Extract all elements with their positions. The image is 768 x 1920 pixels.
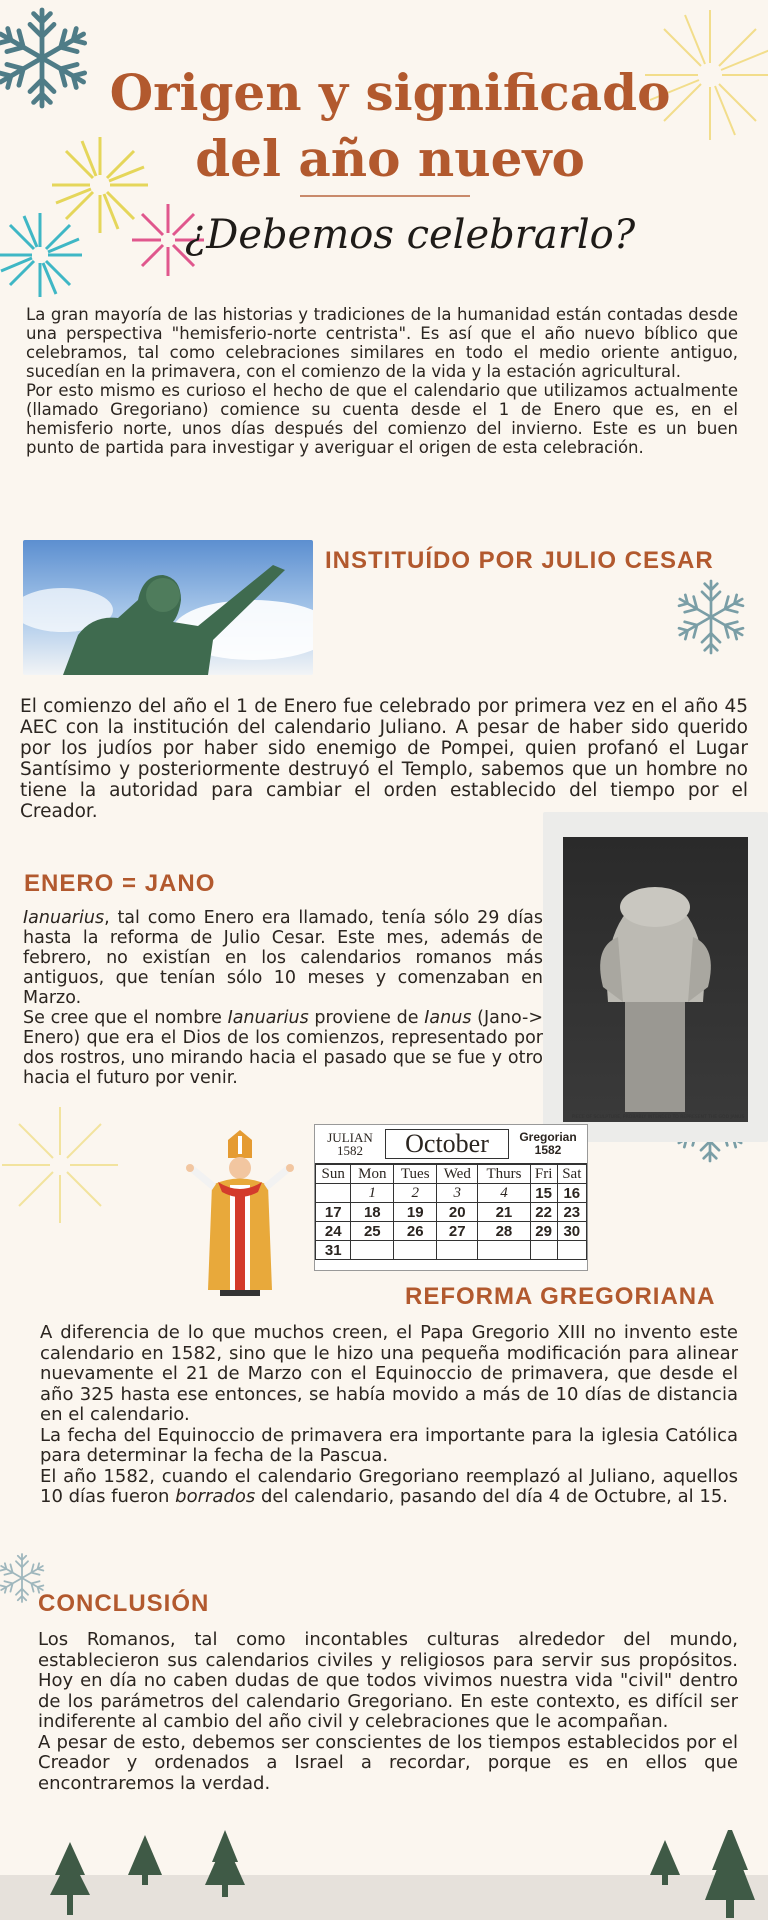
section-heading-conclusion: CONCLUSIÓN — [38, 1590, 210, 1617]
text-run: El año 1582, cuando el calendario Gregoriano reemplazó al Juliano, aquellos 10 días fueron — [40, 1465, 738, 1507]
day-cell: 27 — [437, 1222, 478, 1241]
day-cell — [557, 1241, 586, 1260]
day-cell — [530, 1241, 557, 1260]
calendar-week-row — [316, 1222, 587, 1241]
paragraph: A diferencia de lo que muchos creen, el Papa Gregorio XIII no invento este calendario en 1582, sino que le hizo una pequeña modificación para alinear nuevamente el 21 de Marzo con el Equinoccio de primavera, que desde el año 325 hasta ese entonces, se había movido a más de 10 días de distancia en el calendario. — [40, 1322, 738, 1425]
day-name: Sat — [557, 1165, 586, 1184]
day-cell: 4 — [478, 1184, 530, 1203]
calendar-left-label: JULIAN — [327, 1130, 373, 1145]
title-line: del año nuevo — [195, 129, 585, 188]
paragraph: El comienzo del año el 1 de Enero fue celebrado por primera vez en el año 45 AEC con la institución del calendario Juliano. A pesar de haber sido querido por los judíos por haber sido enemigo de Pompei, quien profanó el Lugar Santísimo y posteriormente destruyó el Templo, sabemos que un hombre no tiene la autoridad para cambiar el orden establecido del tiempo por el Creador. — [20, 696, 748, 822]
page-title — [90, 60, 690, 192]
paragraph: A pesar de esto, debemos ser conscientes de los tiempos establecidos por el Creador y ordenados a Israel a recordar, porque es en ellos que encontraremos la verdad. — [38, 1731, 738, 1794]
pope-illustration — [180, 1130, 300, 1320]
day-name: Mon — [351, 1165, 394, 1184]
day-cell: 21 — [478, 1203, 530, 1222]
calendar-left-year: 1582 — [337, 1143, 363, 1158]
emphasis: borrados — [175, 1486, 256, 1507]
day-cell: 26 — [394, 1222, 437, 1241]
day-cell: 2 — [394, 1184, 437, 1203]
title-line: Origen y significado — [109, 63, 671, 122]
text-run: proviene de — [308, 1008, 425, 1028]
firework-icon — [0, 213, 82, 297]
day-cell — [437, 1241, 478, 1260]
text-run: del calendario, pasando del día 4 de Octubre, al 15. — [255, 1486, 729, 1507]
photo-caption: PIECE OF SCULPTURE, PROBABLY INTENDED TO REPRESENT THE GOD JANUS — [571, 1115, 745, 1120]
intro-text — [26, 305, 738, 457]
reforma-text — [40, 1323, 738, 1508]
jano-text — [23, 908, 543, 1088]
text-run: (Jano-> Enero) que era el Dios de los comienzos, representado por dos rostros, uno mirando hacia el pasado que se fue y otro hacia el futuro por venir. — [23, 1008, 543, 1088]
janus-photo-frame — [563, 837, 748, 1122]
calendar-week-row — [316, 1241, 587, 1260]
day-name: Thurs — [478, 1165, 530, 1184]
paragraph: La fecha del Equinoccio de primavera era importante para la iglesia Católica para determinar la fecha de la Pascua. — [40, 1424, 738, 1466]
day-cell: 20 — [437, 1203, 478, 1222]
day-cell: 29 — [530, 1222, 557, 1241]
section-heading-julio: INSTITUÍDO POR JULIO CESAR — [325, 547, 714, 574]
day-cell: 19 — [394, 1203, 437, 1222]
day-cell: 25 — [351, 1222, 394, 1241]
paragraph — [40, 1467, 738, 1508]
tree-icon — [128, 1835, 162, 1885]
day-name: Fri — [530, 1165, 557, 1184]
day-name: Tues — [394, 1165, 437, 1184]
calendar-header-row — [316, 1165, 587, 1184]
calendar-week-row — [316, 1203, 587, 1222]
latin-term: Ianuarius — [23, 908, 105, 928]
text-run: Se cree que el nombre — [23, 1008, 228, 1028]
calendar-gregorian-label — [509, 1131, 587, 1157]
day-cell: 31 — [316, 1241, 351, 1260]
section-heading-jano: ENERO = JANO — [24, 870, 216, 897]
calendar-right-label: Gregorian — [519, 1130, 577, 1144]
day-cell: 15 — [530, 1184, 557, 1203]
snowflake-icon — [0, 10, 90, 106]
paragraph: Por esto mismo es curioso el hecho de que el calendario que utilizamos actualmente (llamado Gregoriano) comience su cuenta desde el 1 de Enero que es, en el hemisferio norte, unos días después del comienzo del invierno. Este es un buen punto de partida para investigar y averiguar el origen de esta celebración. — [26, 381, 738, 457]
paragraph — [23, 1008, 543, 1088]
subtitle: ¿Debemos celebrarlo? — [184, 212, 636, 258]
day-cell: 24 — [316, 1222, 351, 1241]
julio-text — [20, 696, 748, 822]
snowflake-icon — [675, 581, 746, 653]
day-cell: 16 — [557, 1184, 586, 1203]
latin-term: Ianuarius — [227, 1008, 309, 1028]
day-cell: 28 — [478, 1222, 530, 1241]
title-divider — [300, 195, 470, 197]
janus-photo — [543, 812, 768, 1142]
calendar-grid — [315, 1164, 587, 1260]
day-cell: 1 — [351, 1184, 394, 1203]
trees-decoration — [0, 1830, 768, 1920]
day-cell: 3 — [437, 1184, 478, 1203]
day-cell — [478, 1241, 530, 1260]
calendar-month: October — [385, 1129, 509, 1159]
day-cell: 17 — [316, 1203, 351, 1222]
tree-icon — [650, 1840, 680, 1885]
day-cell — [316, 1184, 351, 1203]
day-cell: 22 — [530, 1203, 557, 1222]
conclusion-text — [38, 1630, 738, 1794]
day-cell — [351, 1241, 394, 1260]
calendar-week-row — [316, 1184, 587, 1203]
day-name: Wed — [437, 1165, 478, 1184]
section-heading-reforma: REFORMA GREGORIANA — [405, 1283, 716, 1310]
calendar-october-1582 — [314, 1124, 588, 1271]
calendar-right-year: 1582 — [534, 1143, 562, 1157]
day-cell — [394, 1241, 437, 1260]
paragraph — [23, 908, 543, 1008]
tree-icon — [50, 1842, 90, 1915]
paragraph: Los Romanos, tal como incontables culturas alrededor del mundo, establecieron sus calendarios civiles y religiosos para servir sus propósitos. Hoy en día no caben dudas de que todos vivimos nuestra vida "civil" dentro de los parámetros del calendario Gregoriano. En este contexto, es difícil ser indiferente al cambio del año civil y celebraciones que le acompañan. — [38, 1629, 738, 1732]
day-name: Sun — [316, 1165, 351, 1184]
paragraph: La gran mayoría de las historias y tradiciones de la humanidad están contadas desde una perspectiva "hemisferio-norte centrista". Es así que el año nuevo bíblico que celebramos, tal como celebraciones similares en todo el medio oriente antiguo, sucedían en la primavera, con el comienzo de la vida y la estación agricultural. — [26, 305, 738, 381]
calendar-julian-label — [315, 1131, 385, 1157]
latin-term: Ianus — [424, 1008, 472, 1028]
julius-caesar-photo — [23, 540, 313, 675]
tree-icon — [705, 1830, 755, 1918]
text-run: , tal como Enero era llamado, tenía sólo 29 días hasta la reforma de Julio Cesar. Este mes, además de febrero, no existían en los calendarios romanos más antiguos, que tenían sólo 10 meses y comenzaban en Marzo. — [23, 908, 543, 1008]
tree-icon — [205, 1830, 245, 1897]
firework-icon — [2, 1107, 118, 1223]
day-cell: 30 — [557, 1222, 586, 1241]
day-cell: 23 — [557, 1203, 586, 1222]
day-cell: 18 — [351, 1203, 394, 1222]
